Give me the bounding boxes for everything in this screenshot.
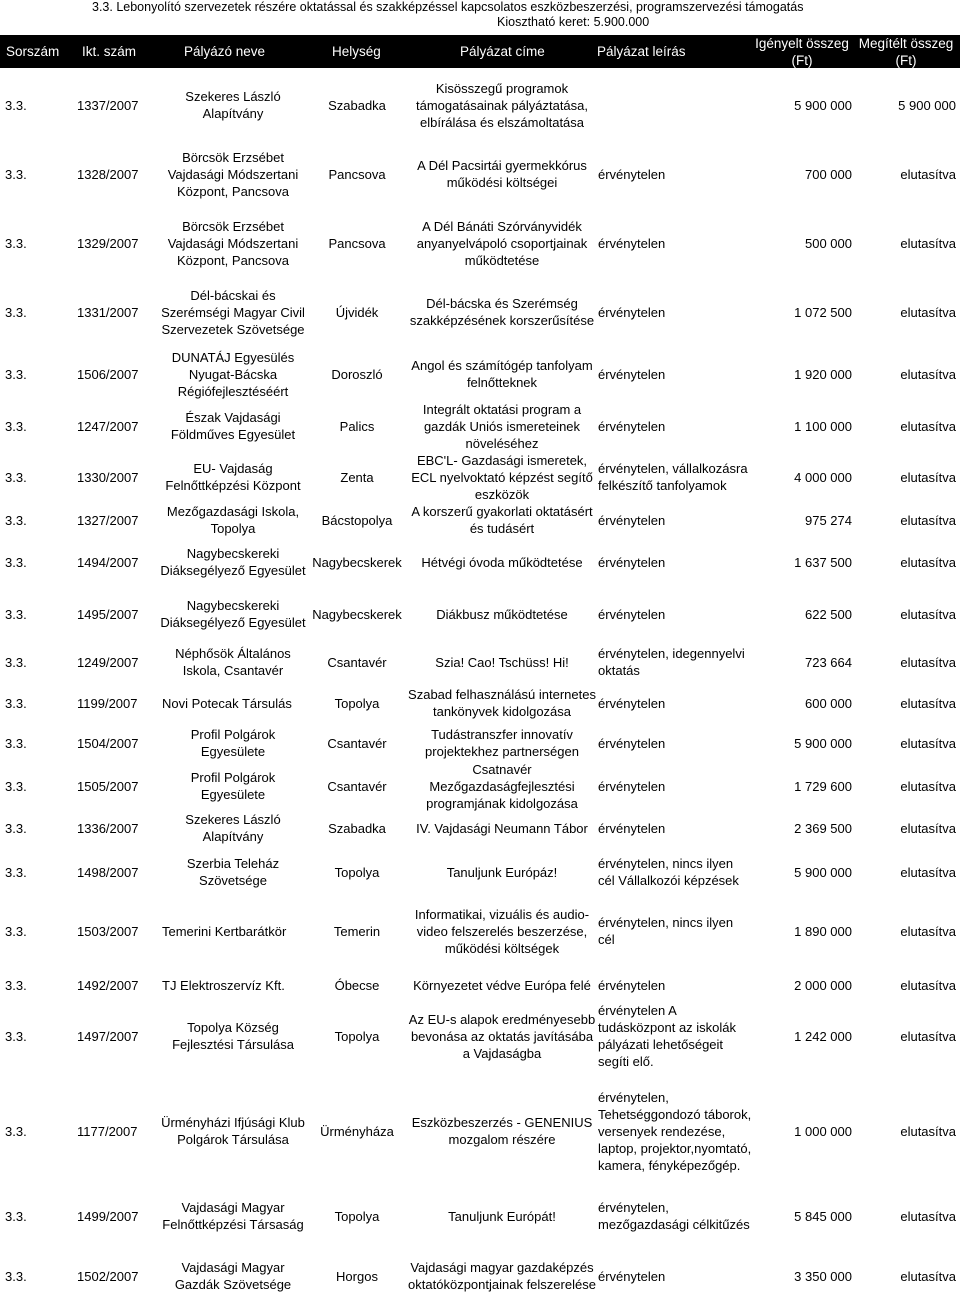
sorszam-cell: 3.3.	[5, 778, 27, 794]
table-row	[0, 808, 960, 848]
place-cell: Topolya	[334, 1028, 380, 1044]
project-title-cell: Hétvégi óvoda működtetése	[421, 554, 583, 570]
sorszam-cell: 3.3.	[5, 864, 27, 880]
project-title-cell: Kisösszegű programok támogatásainak pályáztatása, elbírálása és elszámoltatása	[416, 80, 588, 130]
budget-line: Kiosztható keret: 5.900.000	[497, 15, 650, 29]
ikt-cell: 1329/2007	[77, 235, 139, 251]
table-row	[0, 848, 960, 896]
sorszam-cell: 3.3.	[5, 304, 27, 320]
sorszam-cell: 3.3.	[5, 654, 27, 670]
project-title-cell: Tanuljunk Európáz!	[446, 864, 558, 880]
place-cell: Bácstopolya	[321, 512, 393, 528]
description-cell: érvénytelen, nincs ilyen cél	[598, 915, 734, 947]
description-cell: érvénytelen, idegennyelvi oktatás	[598, 646, 745, 678]
description-cell: érvénytelen	[598, 512, 666, 528]
requested-amount-cell: 1 242 000	[794, 1028, 852, 1044]
applicant-cell: Profil Polgárok Egyesülete	[190, 727, 276, 759]
ikt-cell: 1249/2007	[77, 654, 139, 670]
awarded-amount-cell: elutasítva	[900, 864, 956, 880]
place-cell: Pancsova	[328, 235, 386, 251]
applicant-cell: Ürményházi Ifjúsági Klub Polgárok Társulása	[161, 1115, 305, 1147]
applicant-cell: Mezőgazdasági Iskola, Topolya	[166, 504, 300, 536]
table-row	[0, 588, 960, 640]
ikt-cell: 1505/2007	[77, 778, 139, 794]
description-cell: érvénytelen	[598, 235, 666, 251]
applicant-cell: DUNATÁJ Egyesülés Nyugat-Bácska Régiófejlesztéséért	[171, 349, 295, 399]
description-cell: érvénytelen A tudásközpont az iskolák pályázati lehetőségeit segíti elő.	[598, 1003, 737, 1069]
applicant-cell: Temerini Kertbarátkör	[162, 923, 287, 939]
description-cell: érvénytelen	[598, 304, 666, 320]
header-sorszam: Sorszám	[6, 44, 60, 59]
description-cell	[598, 70, 753, 140]
sorszam-cell: 3.3.	[5, 923, 27, 939]
awarded-amount-cell: elutasítva	[900, 469, 956, 485]
awarded-amount-cell: elutasítva	[900, 695, 956, 711]
table-row	[0, 1238, 960, 1314]
applicant-cell: Börcsök Erzsébet Vajdasági Módszertani Központ, Pancsova	[167, 218, 299, 268]
project-title-cell: Szia! Cao! Tschüss! Hi!	[435, 654, 569, 670]
description-cell: érvénytelen	[598, 977, 666, 993]
project-title-cell: Angol és számítógép tanfolyam felnőtteknek	[411, 358, 593, 390]
project-title-cell: Az EU-s alapok eredményesebb bevonása az oktatás javításába a Vajdaságba	[408, 1011, 596, 1061]
header-leiras: Pályázat leírás	[597, 44, 686, 59]
awarded-amount-cell: elutasítva	[900, 1123, 956, 1139]
applicant-cell: Szekeres László Alapítvány	[185, 89, 281, 121]
table-row	[0, 536, 960, 588]
ikt-cell: 1337/2007	[77, 97, 139, 113]
description-cell: érvénytelen, mezőgazdasági célkitűzés	[598, 1200, 750, 1232]
ikt-cell: 1499/2007	[77, 1208, 139, 1224]
place-cell: Horgos	[336, 1268, 378, 1284]
place-cell: Pancsova	[328, 166, 386, 182]
table-header	[0, 35, 960, 68]
table-row	[0, 684, 960, 722]
awarded-amount-cell: 5 900 000	[898, 97, 956, 113]
applicant-cell: Vajdasági Magyar Felnőttképzési Társaság	[162, 1200, 304, 1232]
place-cell: Csantavér	[327, 778, 387, 794]
requested-amount-cell: 5 845 000	[794, 1208, 852, 1224]
page-title	[92, 0, 892, 30]
ikt-cell: 1503/2007	[77, 923, 139, 939]
place-cell: Topolya	[334, 1208, 380, 1224]
header-ikt: Ikt. szám	[82, 44, 137, 59]
awarded-amount-cell: elutasítva	[900, 418, 956, 434]
place-cell: Újvidék	[335, 304, 379, 320]
ikt-cell: 1327/2007	[77, 512, 139, 528]
place-cell: Csantavér	[327, 654, 387, 670]
ikt-cell: 1502/2007	[77, 1268, 139, 1284]
table-row	[0, 70, 960, 140]
requested-amount-cell: 5 900 000	[794, 864, 852, 880]
header-megitelt: Megítélt összeg (Ft)	[858, 35, 954, 68]
project-title-cell: Diákbusz működtetése	[436, 606, 568, 622]
awarded-amount-cell: elutasítva	[900, 606, 956, 622]
awarded-amount-cell: elutasítva	[900, 166, 956, 182]
project-title-cell: Informatikai, vizuális és audio-video felszerelés beszerzése, működési költségek	[414, 906, 590, 956]
project-title-cell: Vajdasági magyar gazdaképzés oktatóközpontjainak felszerelése	[408, 1260, 596, 1292]
project-title-cell: Integrált oktatási program a gazdák Uniós ismereteinek növeléséhez	[422, 401, 582, 451]
description-cell: érvénytelen	[598, 554, 666, 570]
project-title-cell: IV. Vajdasági Neumann Tábor	[416, 820, 588, 836]
ikt-cell: 1504/2007	[77, 735, 139, 751]
requested-amount-cell: 600 000	[805, 695, 852, 711]
applicant-cell: Vajdasági Magyar Gazdák Szövetsége	[174, 1260, 292, 1292]
awarded-amount-cell: elutasítva	[900, 778, 956, 794]
place-cell: Ürményháza	[320, 1123, 394, 1139]
table-row	[0, 966, 960, 1004]
sorszam-cell: 3.3.	[5, 1268, 27, 1284]
applicant-cell: Nagybecskereki Diáksegélyező Egyesület	[160, 598, 306, 630]
table-row	[0, 278, 960, 346]
applicant-cell: Nagybecskereki Diáksegélyező Egyesület	[160, 546, 306, 578]
applicant-cell: Börcsök Erzsébet Vajdasági Módszertani Központ, Pancsova	[167, 149, 299, 199]
project-title-cell: Dél-bácska és Szerémség szakképzésének korszerűsítése	[409, 296, 595, 328]
project-title-cell: Szabad felhasználású internetes tankönyvek kidolgozása	[408, 687, 596, 719]
place-cell: Temerin	[333, 923, 381, 939]
description-cell: érvénytelen	[598, 778, 666, 794]
project-title-cell: EBC'L- Gazdasági ismeretek, ECL nyelvoktató képzést segítő eszközök	[411, 452, 593, 502]
requested-amount-cell: 1 637 500	[794, 554, 852, 570]
ikt-cell: 1495/2007	[77, 606, 139, 622]
applicant-cell: Szekeres László Alapítvány	[185, 812, 281, 844]
description-cell: érvénytelen	[598, 366, 666, 382]
requested-amount-cell: 1 729 600	[794, 778, 852, 794]
description-cell: érvénytelen	[598, 695, 666, 711]
place-cell: Topolya	[334, 695, 380, 711]
sorszam-cell: 3.3.	[5, 606, 27, 622]
ikt-cell: 1494/2007	[77, 554, 139, 570]
applicant-cell: Profil Polgárok Egyesülete	[190, 770, 276, 802]
requested-amount-cell: 5 900 000	[794, 97, 852, 113]
awarded-amount-cell: elutasítva	[900, 654, 956, 670]
table-row	[0, 1068, 960, 1194]
place-cell: Szabadka	[328, 820, 386, 836]
project-title-cell: Környezetet védve Európa felé	[413, 977, 591, 993]
ikt-cell: 1330/2007	[77, 469, 139, 485]
sorszam-cell: 3.3.	[5, 1208, 27, 1224]
applicant-cell: TJ Elektroszervíz Kft.	[162, 977, 285, 993]
description-cell: érvénytelen	[598, 735, 666, 751]
awarded-amount-cell: elutasítva	[900, 735, 956, 751]
sorszam-cell: 3.3.	[5, 366, 27, 382]
place-cell: Nagybecskerek	[312, 606, 402, 622]
place-cell: Nagybecskerek	[312, 554, 402, 570]
awarded-amount-cell: elutasítva	[900, 554, 956, 570]
description-cell: érvénytelen	[598, 820, 666, 836]
requested-amount-cell: 5 900 000	[794, 735, 852, 751]
ikt-cell: 1199/2007	[77, 695, 138, 711]
description-cell: érvénytelen, nincs ilyen cél Vállalkozói képzések	[598, 856, 739, 888]
place-cell: Topolya	[334, 864, 380, 880]
requested-amount-cell: 1 920 000	[794, 366, 852, 382]
requested-amount-cell: 2 000 000	[794, 977, 852, 993]
place-cell: Doroszló	[331, 366, 383, 382]
table-row	[0, 140, 960, 208]
table-row	[0, 640, 960, 684]
header-helyseg: Helység	[332, 44, 381, 59]
header-cime: Pályázat címe	[460, 44, 545, 59]
table-row	[0, 450, 960, 504]
table-row	[0, 402, 960, 450]
sorszam-cell: 3.3.	[5, 735, 27, 751]
sorszam-cell: 3.3.	[5, 554, 27, 570]
awarded-amount-cell: elutasítva	[900, 1208, 956, 1224]
awarded-amount-cell: elutasítva	[900, 977, 956, 993]
project-title-cell: A korszerű gyakorlati oktatásért és tudásért	[411, 504, 593, 536]
requested-amount-cell: 975 274	[805, 512, 852, 528]
ikt-cell: 1497/2007	[77, 1028, 139, 1044]
project-title-cell: Eszközbeszerzés - GENENIUS mozgalom részére	[411, 1115, 593, 1147]
title-line: 3.3. Lebonyolító szervezetek részére oktatással és szakképzéssel kapcsolatos eszközbeszerzési, programszervezési támogatás	[92, 0, 804, 14]
sorszam-cell: 3.3.	[5, 235, 27, 251]
description-cell: érvénytelen	[598, 418, 666, 434]
description-cell: érvénytelen	[598, 166, 666, 182]
applicant-cell: Dél-bácskai és Szerémségi Magyar Civil Szervezetek Szövetsége	[161, 287, 305, 337]
header-palyazo: Pályázó neve	[184, 44, 266, 59]
project-title-cell: A Dél Pacsirtái gyermekkórus működési költségei	[417, 158, 587, 190]
requested-amount-cell: 1 100 000	[794, 418, 852, 434]
table-row	[0, 1194, 960, 1238]
sorszam-cell: 3.3.	[5, 977, 27, 993]
awarded-amount-cell: elutasítva	[900, 512, 956, 528]
place-cell: Szabadka	[328, 97, 386, 113]
awarded-amount-cell: elutasítva	[900, 1028, 956, 1044]
awarded-amount-cell: elutasítva	[900, 820, 956, 836]
table-row	[0, 1004, 960, 1068]
requested-amount-cell: 500 000	[805, 235, 852, 251]
ikt-cell: 1498/2007	[77, 864, 139, 880]
requested-amount-cell: 622 500	[805, 606, 852, 622]
awarded-amount-cell: elutasítva	[900, 366, 956, 382]
ikt-cell: 1336/2007	[77, 820, 139, 836]
description-cell: érvénytelen	[598, 606, 666, 622]
applicant-cell: EU- Vajdaság Felnőttképzési Központ	[165, 461, 301, 493]
description-cell: érvénytelen, Tehetséggondozó táborok, versenyek rendezése, laptop, projektor,nyomtató, kamera, fényképezőgép.	[598, 1089, 752, 1173]
description-cell: érvénytelen	[598, 1268, 666, 1284]
project-title-cell: Tanuljunk Európát!	[448, 1208, 556, 1224]
ikt-cell: 1328/2007	[77, 166, 139, 182]
applicant-cell: Észak Vajdasági Földműves Egyesület	[170, 410, 296, 442]
requested-amount-cell: 4 000 000	[794, 469, 852, 485]
table-row	[0, 208, 960, 278]
description-cell: érvénytelen, vállalkozásra felkészítő tanfolyamok	[598, 461, 748, 493]
ikt-cell: 1506/2007	[77, 366, 139, 382]
requested-amount-cell: 3 350 000	[794, 1268, 852, 1284]
requested-amount-cell: 1 000 000	[794, 1123, 852, 1139]
project-title-cell: Csatnavér Mezőgazdaságfejlesztési programjának kidolgozása	[426, 761, 578, 811]
ikt-cell: 1331/2007	[77, 304, 139, 320]
sorszam-cell: 3.3.	[5, 1123, 27, 1139]
sorszam-cell: 3.3.	[5, 512, 27, 528]
table-row	[0, 504, 960, 536]
sorszam-cell: 3.3.	[5, 1028, 27, 1044]
sorszam-cell: 3.3.	[5, 820, 27, 836]
header-igenyelt: Igényelt összeg (Ft)	[755, 35, 849, 68]
sorszam-cell: 3.3.	[5, 469, 27, 485]
requested-amount-cell: 700 000	[805, 166, 852, 182]
requested-amount-cell: 1 072 500	[794, 304, 852, 320]
awarded-amount-cell: elutasítva	[900, 1268, 956, 1284]
ikt-cell: 1247/2007	[77, 418, 139, 434]
awarded-amount-cell: elutasítva	[900, 923, 956, 939]
sorszam-cell: 3.3.	[5, 166, 27, 182]
requested-amount-cell: 1 890 000	[794, 923, 852, 939]
place-cell: Palics	[339, 418, 375, 434]
project-title-cell: A Dél Bánáti Szórványvidék anyanyelvápoló csoportjainak működtetése	[416, 218, 588, 268]
table-row	[0, 722, 960, 764]
requested-amount-cell: 723 664	[805, 654, 852, 670]
sorszam-cell: 3.3.	[5, 97, 27, 113]
project-title-cell: Tudástranszfer innovatív projektekhez partnerségen	[425, 727, 579, 759]
awarded-amount-cell: elutasítva	[900, 304, 956, 320]
table-row	[0, 346, 960, 402]
ikt-cell: 1177/2007	[77, 1123, 138, 1139]
place-cell: Csantavér	[327, 735, 387, 751]
ikt-cell: 1492/2007	[77, 977, 139, 993]
table-row	[0, 761, 960, 811]
place-cell: Óbecse	[334, 977, 380, 993]
applicant-cell: Novi Potecak Társulás	[162, 695, 292, 711]
sorszam-cell: 3.3.	[5, 695, 27, 711]
applicant-cell: Néphősök Általános Iskola, Csantavér	[175, 646, 291, 678]
applicant-cell: Topolya Község Fejlesztési Társulása	[172, 1020, 294, 1052]
place-cell: Zenta	[340, 469, 374, 485]
table-row	[0, 896, 960, 966]
requested-amount-cell: 2 369 500	[794, 820, 852, 836]
awarded-amount-cell: elutasítva	[900, 235, 956, 251]
sorszam-cell: 3.3.	[5, 418, 27, 434]
applicant-cell: Szerbia Teleház Szövetsége	[186, 856, 280, 888]
